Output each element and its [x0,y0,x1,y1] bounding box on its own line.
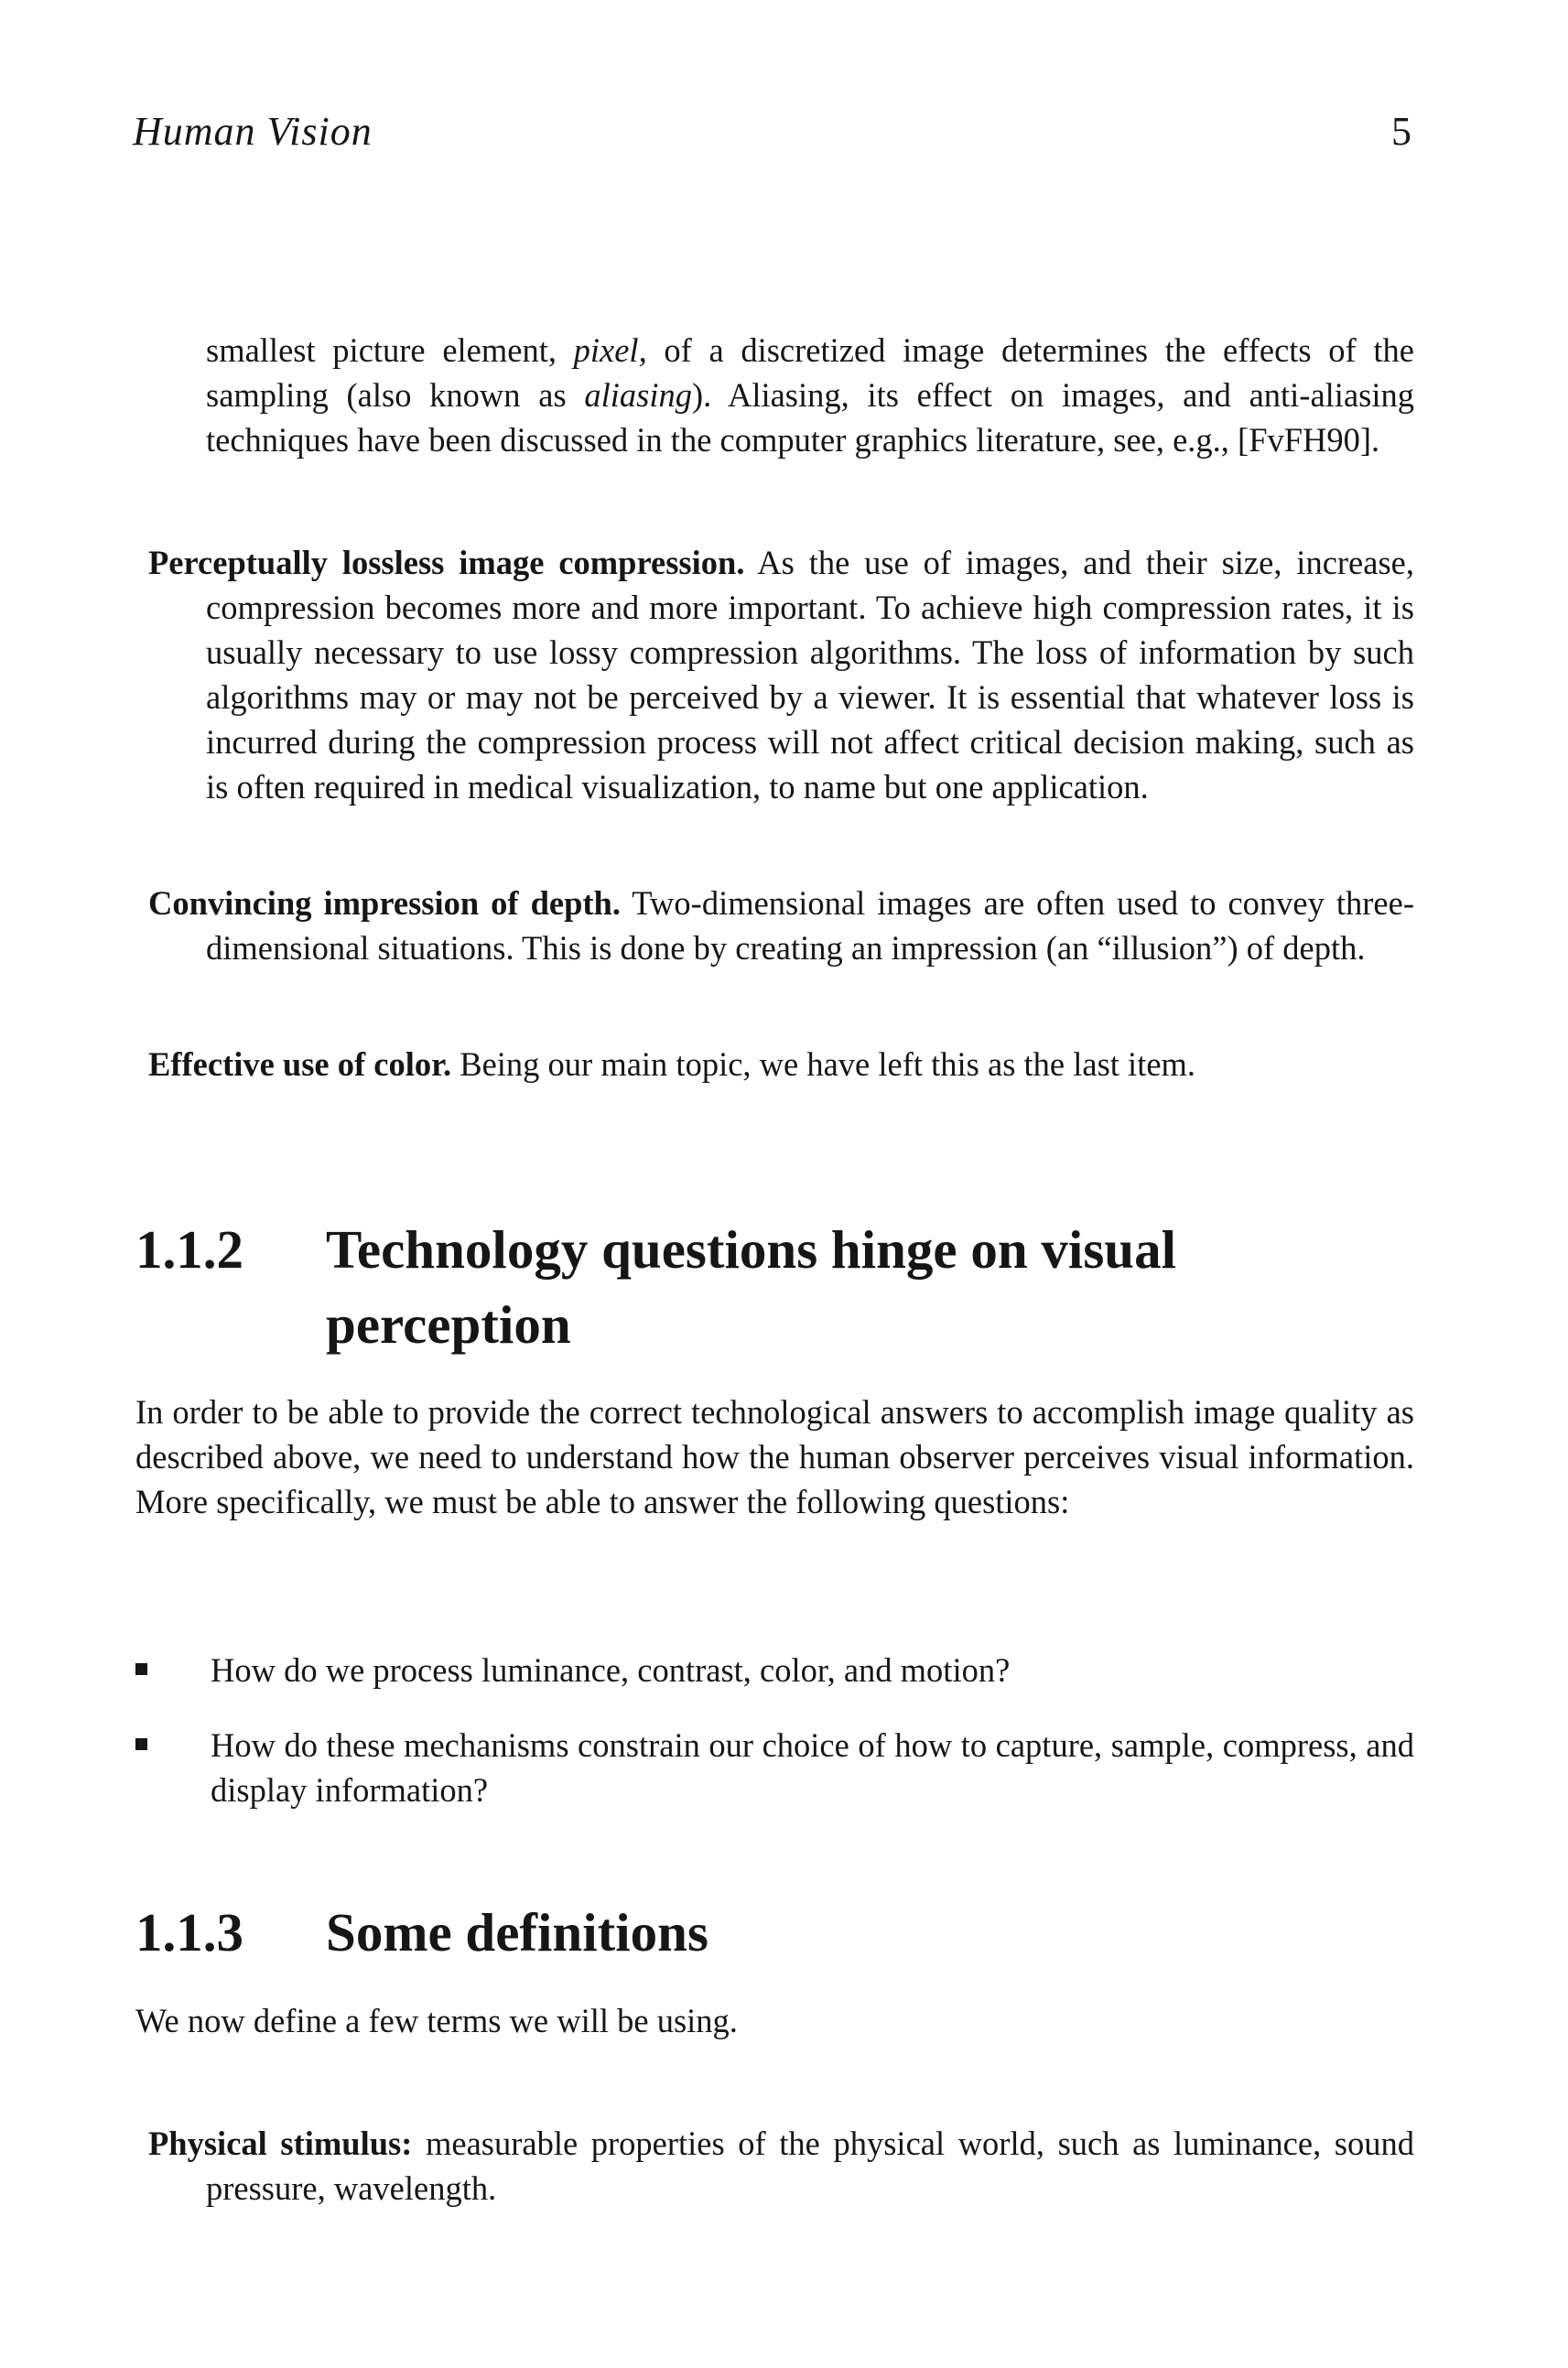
section-number: 1.1.3 [135,1902,243,1963]
bullet-item [135,1723,1414,1812]
section-number: 1.1.2 [135,1219,243,1280]
term-aliasing: aliasing [584,376,692,414]
continuation-text-2: of a discretized image determines the effects of the sampling (also known as [206,331,1414,414]
bullet-text: How do we process luminance, contrast, color, and motion? [211,1651,1011,1689]
definition-text: As the use of images, and their size, increase, compression becomes more and more important. To achieve high compression rates, it is usually necessary to use lossy compression algorithms. The loss of information by such algorithms may or may not be perceived by a viewer. It is essential that whatever loss is incurred during the compression process will not affect critical decision making, such as is often required in medical visualization, to name but one application. [206,544,1414,806]
page-number: 5 [1391,109,1411,154]
definition-term: Perceptually lossless image compression. [148,544,745,581]
running-head-title: Human Vision [133,109,373,154]
definition-item-color [148,1042,1414,1087]
section-intro-paragraph: We now define a few terms we will be using. [135,2002,738,2039]
definition-item-physical-stimulus [148,2121,1414,2211]
continuation-text-3: ). Aliasing, its effect on images, and anti-aliasing techniques have been discussed in the computer graphics literature, see, e.g., [FvFH90]. [206,376,1414,459]
definition-text: measurable properties of the physical world, such as luminance, sound pressure, wavelength. [206,2125,1415,2207]
bullet-item [135,1648,1414,1692]
bullet-square-icon [135,1738,147,1750]
definition-item-depth [148,881,1414,970]
bullet-text: How do these mechanisms constrain our choice of how to capture, sample, compress, and display information? [211,1726,1414,1809]
definition-term: Convincing impression of depth. [148,884,621,922]
definition-text: Two-dimensional images are often used to convey three-dimensional situations. This is done by creating an impression (an “illusion”) of depth. [206,884,1414,967]
section-title: Technology questions hinge on visual perception [326,1219,1176,1355]
bullet-square-icon [135,1663,147,1675]
definition-item-lossless-compression [148,540,1414,809]
section-title: Some definitions [326,1902,708,1963]
section-intro-paragraph: In order to be able to provide the correct technological answers to accomplish image quality as described above, we need to understand how the human observer perceives visual information. More specifically, we must be able to answer the following questions: [135,1393,1414,1520]
continuation-paragraph [206,328,1414,462]
continuation-text-1: smallest picture element, [206,331,574,369]
definition-term: Physical stimulus: [148,2125,413,2162]
term-pixel: pixel, [573,331,647,369]
definition-text: Being our main topic, we have left this as the last item. [451,1045,1196,1083]
definition-term: Effective use of color. [148,1045,452,1083]
